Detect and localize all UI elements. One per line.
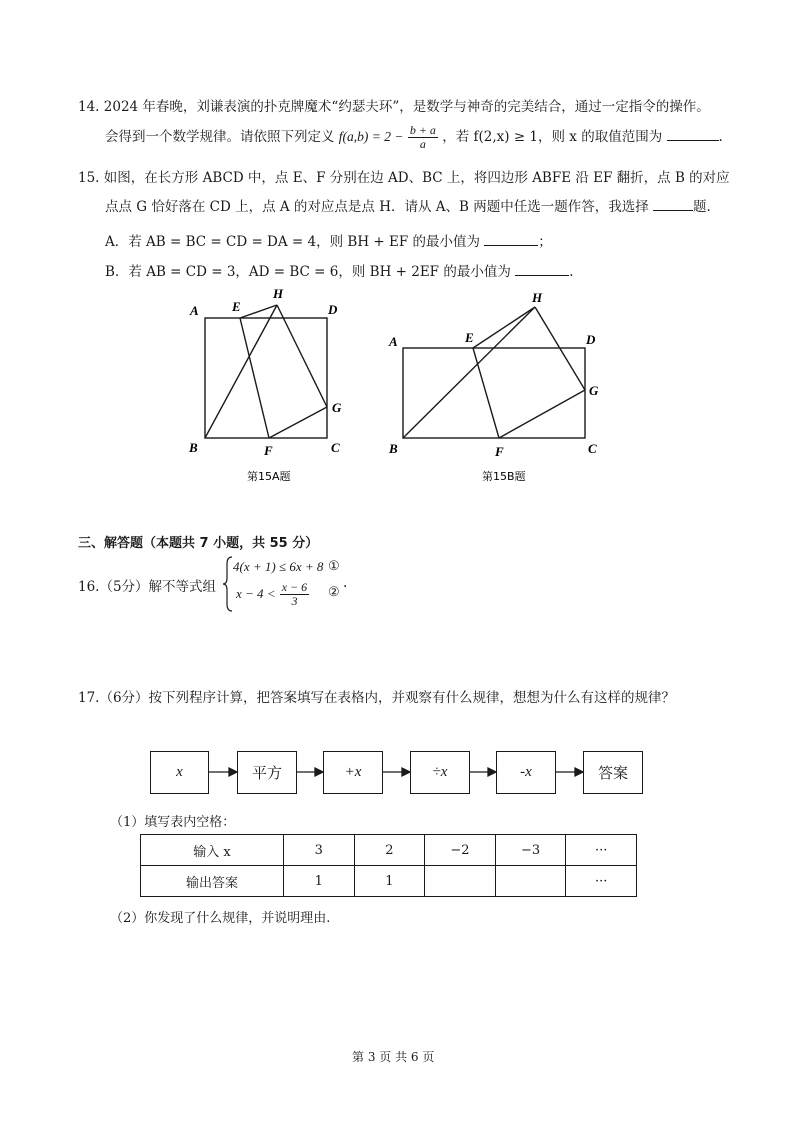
q16-ineq2-num: x − 6 xyxy=(281,580,308,594)
q16-ineq2-den: 3 xyxy=(291,594,298,608)
flow-box-input: x xyxy=(150,751,209,794)
section-3-title: 三、解答题（本题共 7 小题，共 55 分） xyxy=(78,536,319,551)
q14-frac-num: b + a xyxy=(409,123,436,137)
flow-arrowhead-1 xyxy=(229,768,237,776)
q16-brace xyxy=(223,556,233,612)
q16-inequality-2 xyxy=(236,581,309,608)
q15-option-b xyxy=(105,260,573,280)
q15-text-1: 如图，在长方形 ABCD 中，点 E、F 分别在边 AD、BC 上，将四边形 ABFE 沿 EF 翻折，点 B 的对应 xyxy=(103,170,730,186)
fig-a-caption: 第15A题 xyxy=(247,470,291,483)
fig-a-label-c: C xyxy=(331,440,340,455)
fig-b-line-ef xyxy=(473,348,499,438)
q16-ineq2-lhs: x − 4 < xyxy=(236,586,276,601)
q17-part2: （2）你发现了什么规律，并说明理由. xyxy=(110,911,331,926)
fig-a-line-gf xyxy=(269,407,327,438)
q14-line2 xyxy=(105,124,723,151)
table-header-output: 输出答案 xyxy=(141,866,284,897)
table-row-input xyxy=(141,835,637,866)
flow-box-subtract-x: -x xyxy=(496,751,556,794)
q14-text-2: 会得到一个数学规律。请依照下列定义 xyxy=(105,129,335,145)
q15-number: 15. xyxy=(78,170,100,186)
fig-b-label-g: G xyxy=(589,383,599,398)
q16-mark-2: ② xyxy=(328,585,340,600)
flow-box-answer: 答案 xyxy=(583,751,643,794)
q16-inequality-1: 4(x + 1) ≤ 6x + 8 xyxy=(233,559,324,574)
fig-a-label-e: E xyxy=(232,299,241,314)
fig-b-label-e: E xyxy=(465,330,474,345)
q17-text: 17.（6分）按下列程序计算，把答案填写在表格内，并观察有什么规律，想想为什么有这样的规律？ xyxy=(78,690,676,706)
q15-option-a xyxy=(105,230,552,250)
q15-text-2-end: 题. xyxy=(693,199,711,215)
flow-arrows xyxy=(0,760,794,784)
flow-arrowhead-4 xyxy=(488,768,496,776)
fig-b-label-a: A xyxy=(389,334,398,349)
q14-line1 xyxy=(78,95,710,115)
q14-end: . xyxy=(718,129,723,145)
fig-b-line-eh xyxy=(473,307,535,348)
q17-table xyxy=(140,834,637,897)
q14-number: 14. xyxy=(78,99,100,115)
q14-func-def: f(a,b) = 2 − xyxy=(338,129,404,144)
fig-a-label-h: H xyxy=(273,286,284,301)
q14-answer-blank[interactable] xyxy=(667,128,719,141)
q15-text-2: 点点 G 恰好落在 CD 上，点 A 的对应点是点 H．请从 A、B 两题中任选一题作答，我选择 xyxy=(105,199,649,215)
flow-box-divide-x: ÷x xyxy=(410,751,470,794)
q15-choice-blank[interactable] xyxy=(653,198,693,211)
q17-part1: （1）填写表内空格： xyxy=(110,815,236,830)
table-cell: −2 xyxy=(425,835,496,866)
figure-15b xyxy=(385,280,610,490)
fig-b-label-c: C xyxy=(588,441,597,456)
q16-ineq2-frac xyxy=(280,581,309,608)
flow-box-add-x: +x xyxy=(323,751,383,794)
q15-line1 xyxy=(78,166,730,186)
table-cell: ··· xyxy=(566,835,637,866)
q15-option-b-blank[interactable] xyxy=(515,263,569,276)
table-header-input: 输入 x xyxy=(141,835,284,866)
fig-a-label-f: F xyxy=(264,443,273,458)
fig-a-line-ef xyxy=(240,318,269,438)
q15-option-a-end: ； xyxy=(538,234,552,250)
q14-frac-den: a xyxy=(419,137,426,151)
fig-b-label-d: D xyxy=(586,332,596,347)
fig-b-line-bh xyxy=(403,307,535,438)
fig-a-line-hg xyxy=(277,305,327,407)
table-cell: 1 xyxy=(284,866,355,897)
table-cell: 2 xyxy=(354,835,425,866)
figure-15a xyxy=(185,280,355,483)
fig-b-caption: 第15B题 xyxy=(482,470,526,483)
table-cell: ··· xyxy=(566,866,637,897)
q15-option-b-end: . xyxy=(569,264,574,280)
q16-label: 16.（5分）解不等式组 xyxy=(78,579,217,595)
table-cell: −3 xyxy=(495,835,566,866)
table-row-output xyxy=(141,866,637,897)
q14-condition: ，若 f(2,x) ≥ 1，则 x 的取值范围为 xyxy=(442,129,663,145)
fig-b-label-h: H xyxy=(532,290,543,305)
q16-mark-1: ① xyxy=(328,559,340,574)
flow-box-square: 平方 xyxy=(237,751,297,794)
page-footer: 第 3 页 共 6 页 xyxy=(352,1050,435,1064)
fig-a-label-b: B xyxy=(189,440,198,455)
fig-b-label-b: B xyxy=(389,441,398,456)
flow-arrowhead-2 xyxy=(315,768,323,776)
fig-b-line-gf xyxy=(499,390,585,438)
q14-fraction xyxy=(408,124,438,151)
q15-line2 xyxy=(105,195,711,215)
table-cell: 3 xyxy=(284,835,355,866)
fig-a-square xyxy=(205,318,327,438)
fig-a-label-g: G xyxy=(332,400,342,415)
q15-option-a-blank[interactable] xyxy=(484,233,538,246)
fig-a-label-a: A xyxy=(190,303,199,318)
table-cell: 1 xyxy=(354,866,425,897)
q16-end: . xyxy=(343,575,348,591)
q15-option-b-text: B．若 AB = CD = 3，AD = BC = 6，则 BH + 2EF 的最小值为 xyxy=(105,264,511,280)
table-answer-cell[interactable] xyxy=(425,866,496,897)
q15-option-a-text: A．若 AB = BC = CD = DA = 4，则 BH + EF 的最小值为 xyxy=(105,234,480,250)
fig-b-rect xyxy=(403,348,585,438)
table-answer-cell[interactable] xyxy=(495,866,566,897)
flow-arrowhead-5 xyxy=(575,768,583,776)
q14-text-1: 2024 年春晚，刘谦表演的扑克牌魔术“约瑟夫环”，是数学与神奇的完美结合，通过一定指令的操作。 xyxy=(103,99,710,115)
fig-a-label-d: D xyxy=(328,302,338,317)
fig-b-label-f: F xyxy=(495,444,504,459)
flow-arrowhead-3 xyxy=(402,768,410,776)
